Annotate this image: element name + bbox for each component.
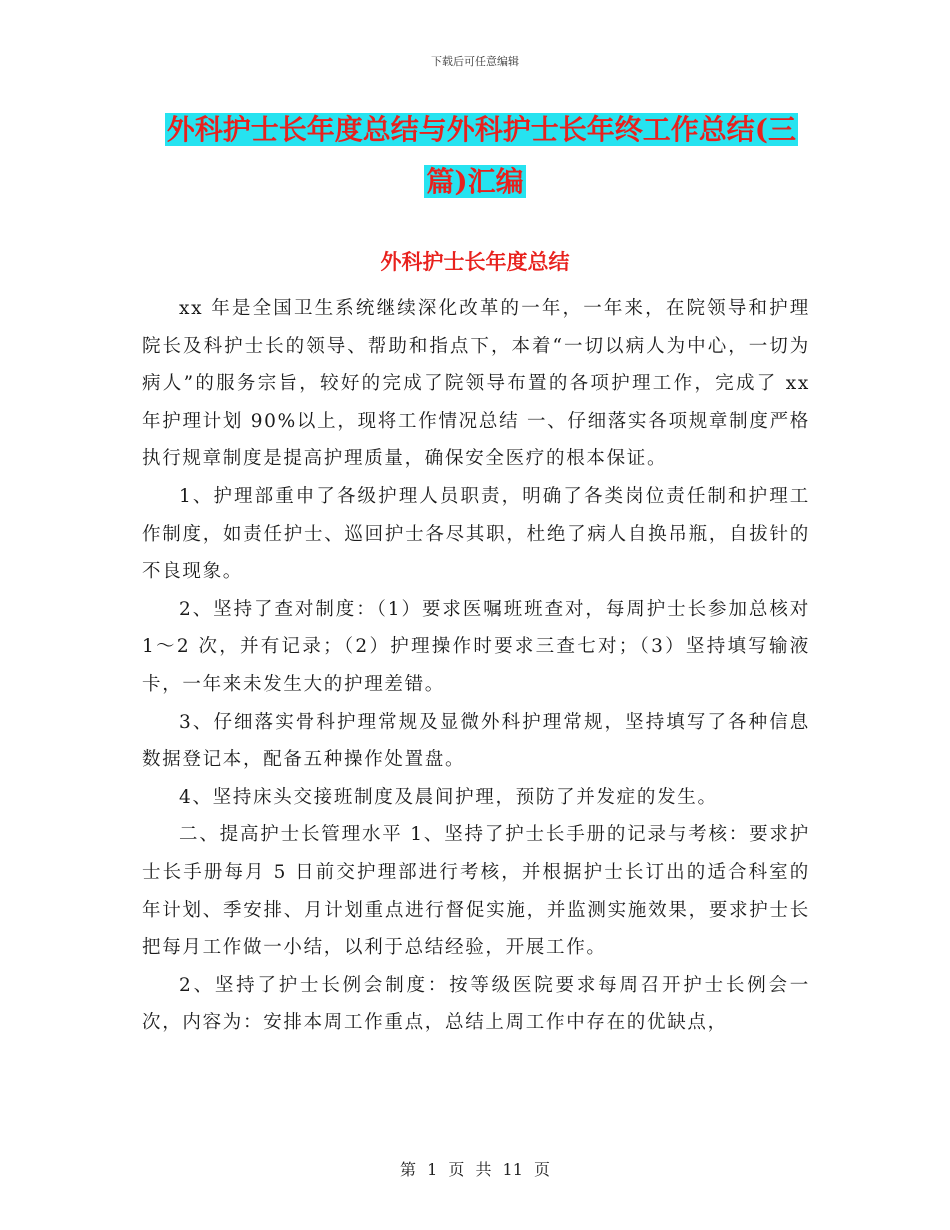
- paragraph: 1、护理部重申了各级护理人员职责，明确了各类岗位责任制和护理工作制度，如责任护士、巡回护士各尽其职，杜绝了病人自换吊瓶，自拔针的不良现象。: [142, 485, 810, 583]
- document-title: [140, 104, 810, 208]
- header-note: 下载后可任意编辑: [431, 55, 519, 68]
- section-title: 外科护士长年度总结: [380, 249, 570, 274]
- paragraph: 二、提高护士长管理水平 1、坚持了护士长手册的记录与考核：要求护士长手册每月 5 日前交护理部进行考核，并根据护士长订出的适合科室的年计划、季安排、月计划重点进行督促实施，并监测实施效果，要求护士长把每月工作做一小结，以利于总结经验，开展工作。: [142, 824, 810, 959]
- paragraph: 4、坚持床头交接班制度及晨间护理，预防了并发症的发生。: [179, 786, 718, 808]
- body-text: [142, 290, 810, 1042]
- title-line-2: 篇)汇编: [426, 165, 524, 198]
- title-line-1: 外科护士长年度总结与外科护士长年终工作总结(三: [166, 113, 796, 146]
- page-footer: 第 1 页 共 11 页: [400, 1160, 550, 1179]
- paragraph: 3、仔细落实骨科护理常规及显微外科护理常规，坚持填写了各种信息数据登记本，配备五种操作处置盘。: [142, 711, 810, 771]
- paragraph: 2、坚持了护士长例会制度：按等级医院要求每周召开护士长例会一次，内容为：安排本周工作重点，总结上周工作中存在的优缺点，: [142, 974, 810, 1034]
- paragraph: 2、坚持了查对制度：（1）要求医嘱班班查对，每周护士长参加总核对 1～2 次，并有记录；（2）护理操作时要求三查七对；（3）坚持填写输液卡，一年来未发生大的护理差错。: [142, 598, 810, 695]
- paragraph: xx 年是全国卫生系统继续深化改革的一年，一年来，在院领导和护理院长及科护士长的领导、帮助和指点下，本着“一切以病人为中心，一切为病人”的服务宗旨，较好的完成了院领导布置的各项护理工作，完成了 xx 年护理计划 90%以上，现将工作情况总结 一、仔细落实各项规章制度严格执行规章制度是提高护理质量，确保安全医疗的根本保证。: [142, 298, 810, 470]
